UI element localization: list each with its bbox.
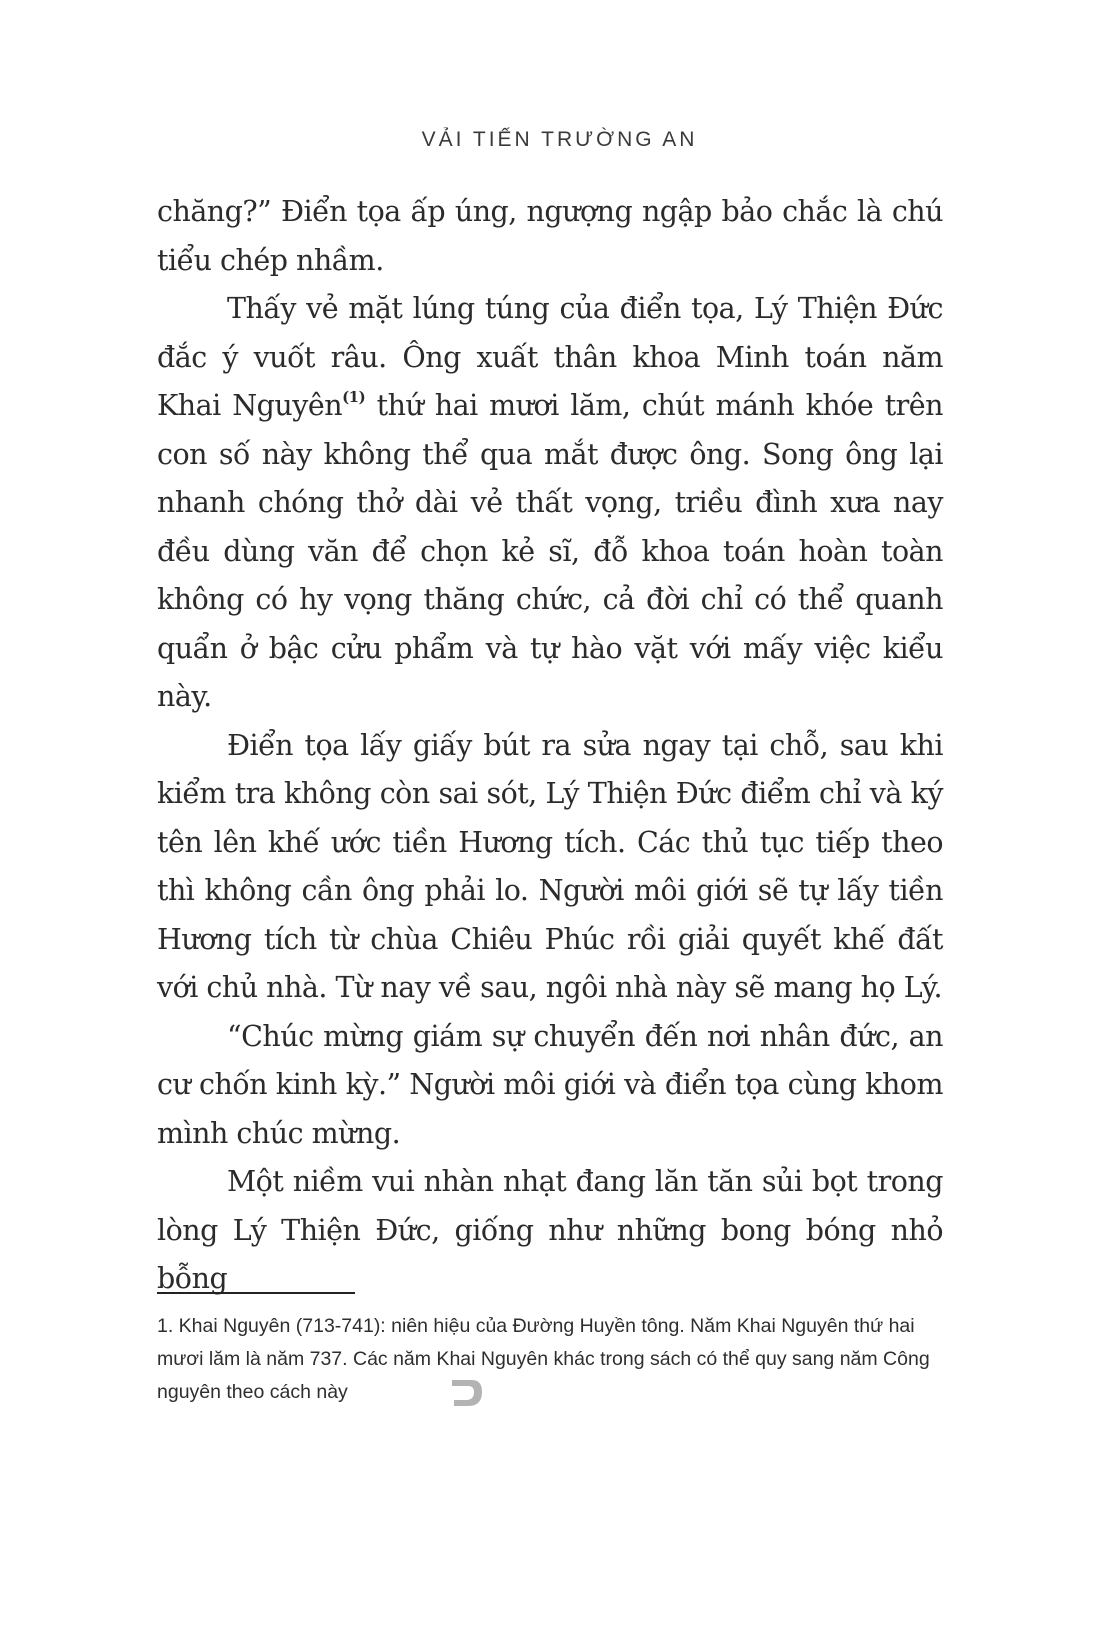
paragraph: “Chúc mừng giám sự chuyển đến nơi nhân đức, an cư chốn kinh kỳ.” Người môi giới và điển tọa cùng khom mình chúc mừng. [157,1019,943,1150]
paragraph: Điển tọa lấy giấy bút ra sửa ngay tại chỗ, sau khi kiểm tra không còn sai sót, Lý Thiện Đức điểm chỉ và ký tên lên khế ước tiền Hương tích. Các thủ tục tiếp theo thì không cần ông phải lo. Người môi giới sẽ tự lấy tiền Hương tích từ chùa Chiêu Phúc rồi giải quyết khế đất với chủ nhà. Từ nay về sau, ngôi nhà này sẽ mang họ Lý. [157,728,943,1004]
footnote-marker[interactable]: (1) [342,388,366,406]
paragraph-text-continued: thứ hai mươi lăm, chút mánh khóe trên con số này không thể qua mắt được ông. Song ông lại nhanh chóng thở dài vẻ thất vọng, triều đình xưa nay đều dùng văn để chọn kẻ sĩ, đỗ khoa toán hoàn toàn không có hy vọng thăng chức, cả đời chỉ có thể quanh quẩn ở bậc cửu phẩm và tự hào vặt với mấy việc kiểu này. [157,389,944,713]
paragraph: chăng?” Điển tọa ấp úng, ngượng ngập bảo chắc là chú tiểu chép nhầm. [157,195,943,277]
paragraph-text: Thấy vẻ mặt lúng túng của điển tọa, Lý Thiện Đức đắc ý vuốt râu. Ông xuất thân khoa Minh toán năm Khai Nguyên [157,292,943,422]
paragraph: Một niềm vui nhàn nhạt đang lăn tăn sủi bọt trong lòng Lý Thiện Đức, giống như những bong bóng nhỏ bỗng [157,1165,943,1295]
paragraph [157,285,943,722]
publisher-watermark-icon [446,1376,486,1410]
running-header: VẢI TIẾN TRƯỜNG AN [421,128,698,151]
footnote-divider [157,1292,355,1294]
footnote: 1. Khai Nguyên (713-741): niên hiệu của Đường Huyền tông. Năm Khai Nguyên thứ hai mươi lăm là năm 737. Các năm Khai Nguyên khác trong sách có thể quy sang năm Công nguyên theo cách này [157,1315,930,1403]
body-text [157,188,943,1304]
